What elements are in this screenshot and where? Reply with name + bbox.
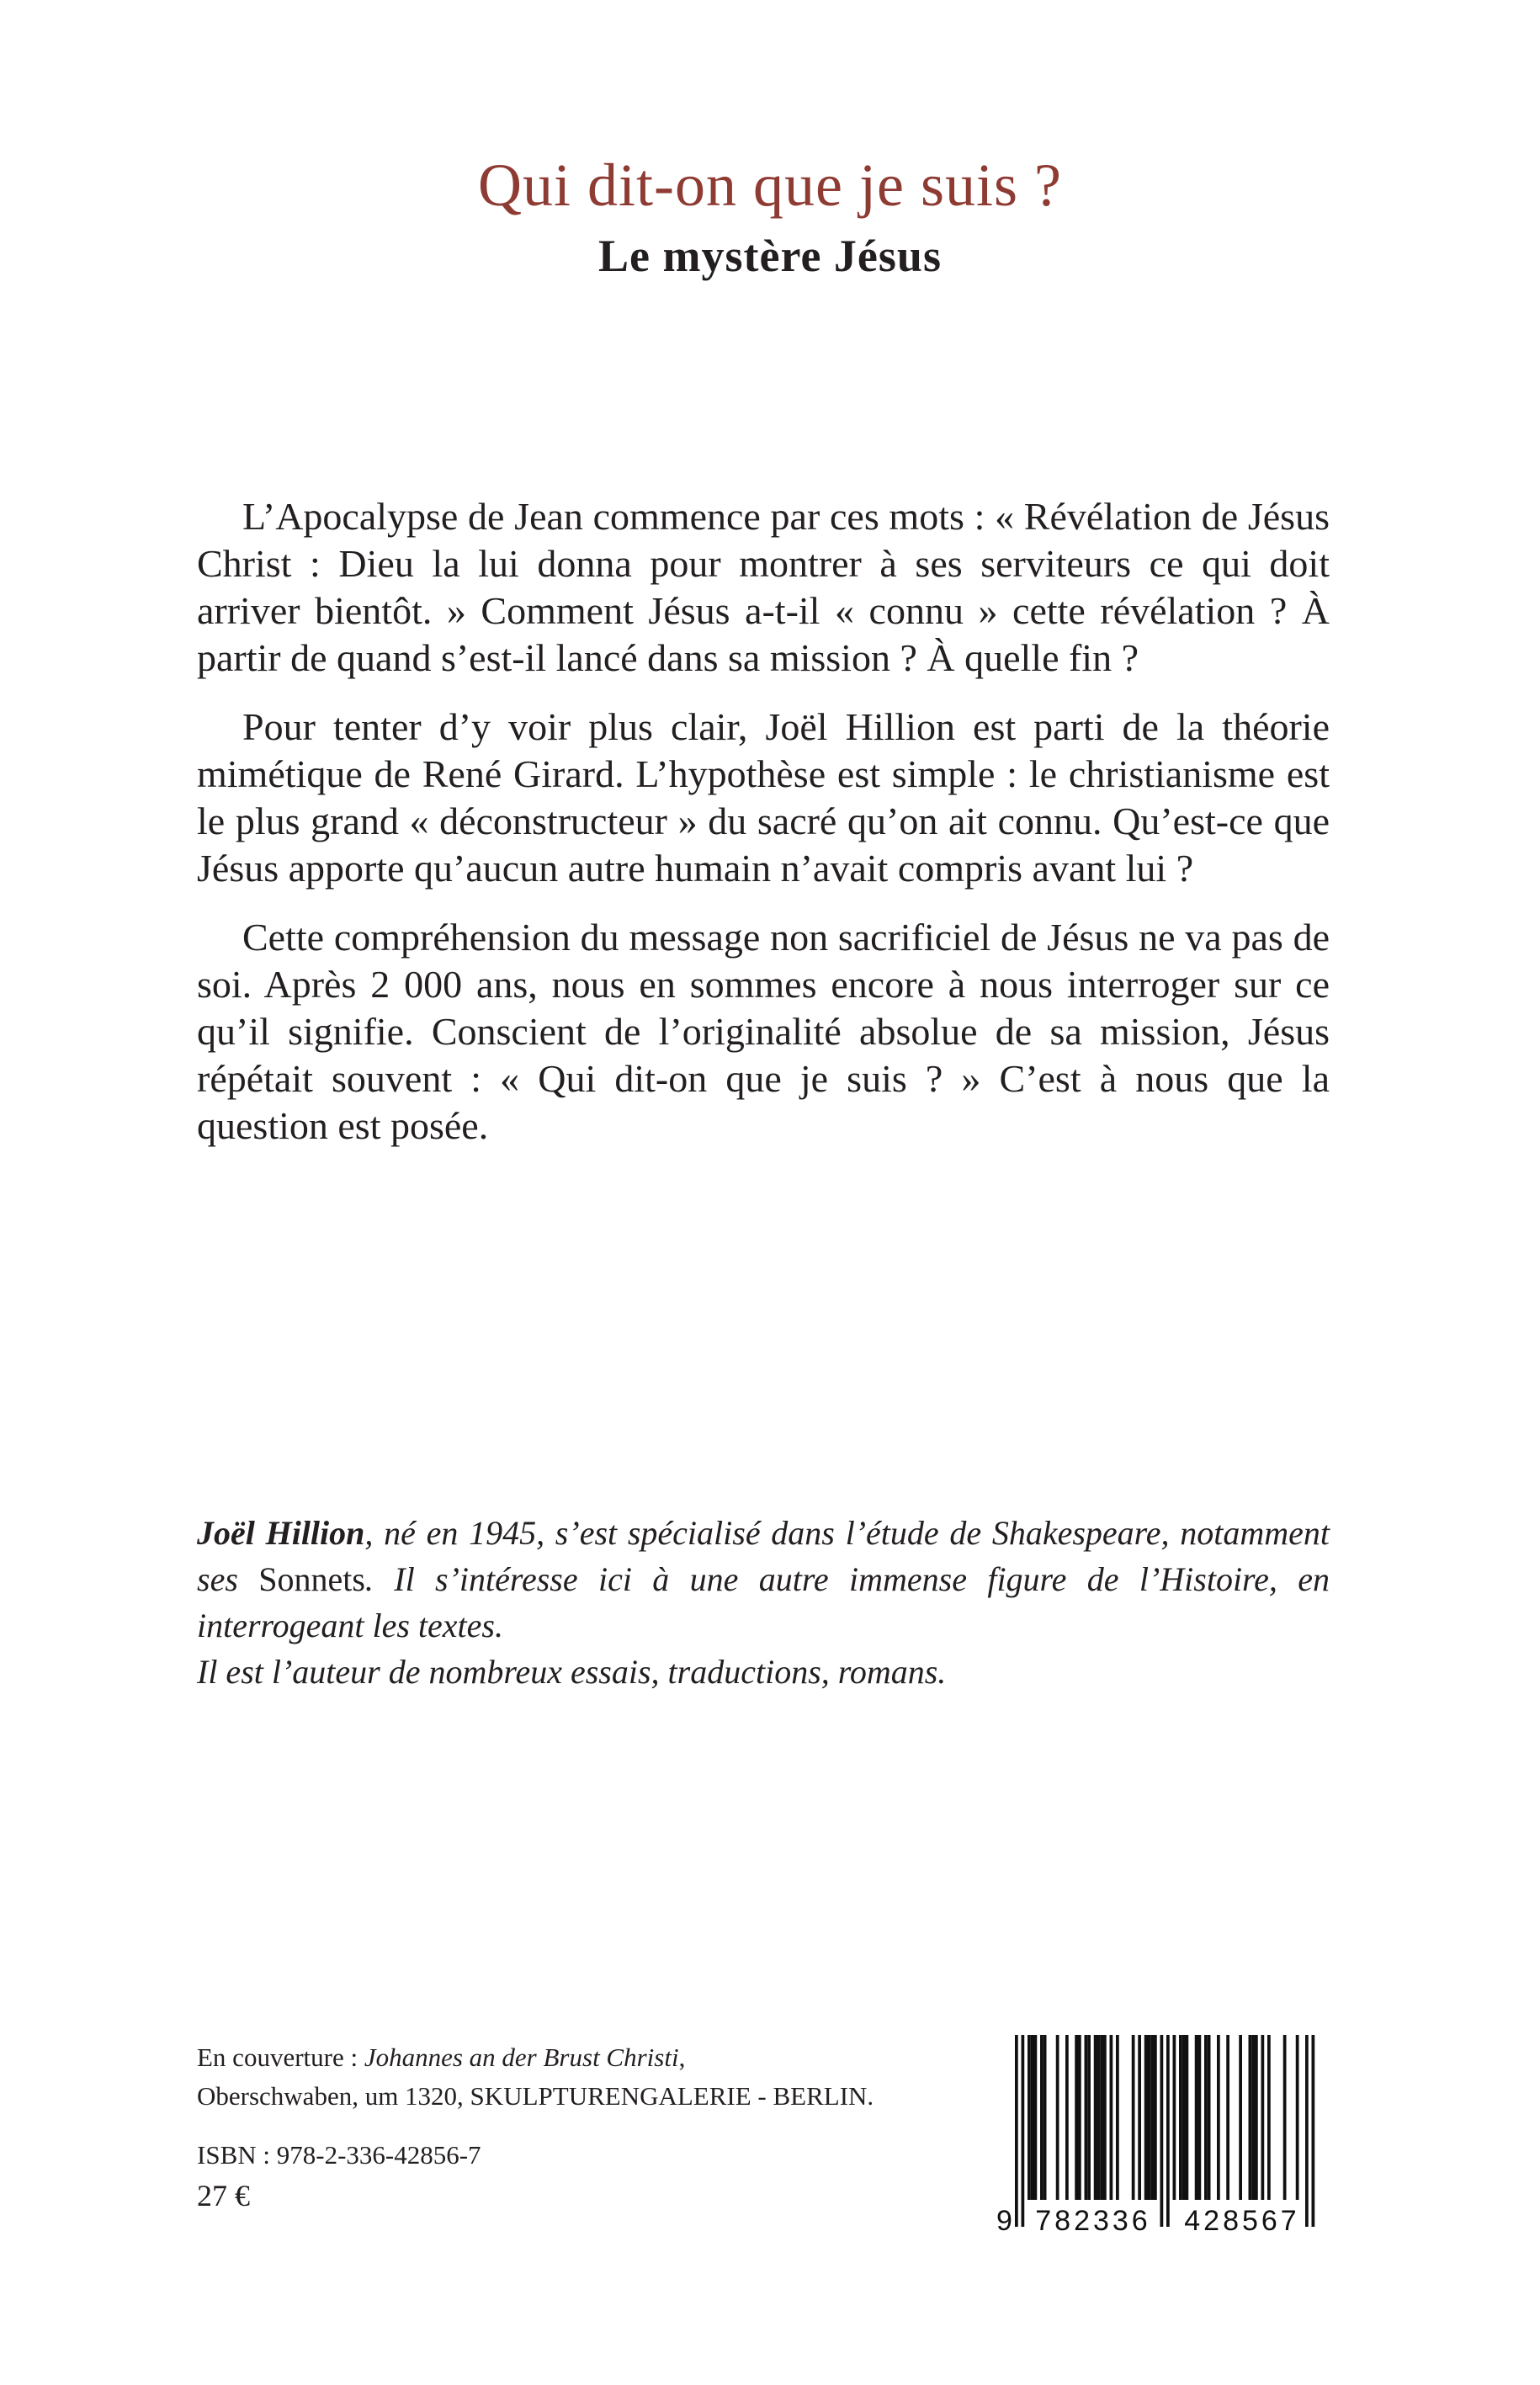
barcode-bar (1249, 2035, 1252, 2200)
bio-text-1: , né en 1945, s’est spécialisé dans l’étude de Shakespeare, notamment ses (197, 1514, 1330, 1598)
barcode-bar (1186, 2035, 1189, 2200)
barcode-bar (1267, 2035, 1271, 2200)
barcode-bar (1305, 2035, 1309, 2227)
barcode-bar (1031, 2035, 1034, 2200)
barcode-bar (1261, 2035, 1265, 2200)
barcode-bar (1312, 2035, 1315, 2227)
barcode-bar (1239, 2035, 1242, 2200)
barcode-bar (1255, 2035, 1258, 2200)
barcode-bar (1034, 2035, 1038, 2200)
barcode-bar (1040, 2035, 1043, 2200)
barcode-bars (1015, 2035, 1314, 2227)
bio-text-2: . Il s’intéresse ici à une autre immense figure de l’Histoire, en interrogeant les textes. (197, 1560, 1330, 1644)
barcode-bar (1075, 2035, 1078, 2200)
cover-credit-work: Johannes an der Brust Christi (364, 2042, 679, 2072)
barcode-bar (1100, 2035, 1103, 2200)
price: 27 € (197, 2179, 250, 2212)
barcode-bar (1065, 2035, 1069, 2200)
barcode-bar (1110, 2035, 1113, 2200)
isbn-barcode (990, 2032, 1335, 2235)
blurb-paragraph-1: L’Apocalypse de Jean commence par ces mots : « Révélation de Jésus Christ : Dieu la lui donna pour montrer à ses serviteurs ce qui doit arriver bientôt. » Comment Jésus a-t-il « connu » cette révélation ? À partir de quand s’est-il lancé dans sa mission ? À quelle fin ? (197, 495, 1330, 679)
barcode-bar (1132, 2035, 1135, 2200)
barcode-bar (1204, 2035, 1208, 2200)
barcode-bar (1078, 2035, 1081, 2200)
barcode-bar (1198, 2035, 1202, 2200)
barcode-bar (1173, 2035, 1176, 2200)
barcode-bar (1087, 2035, 1091, 2200)
barcode-bar (1195, 2035, 1198, 2200)
author-name: Joël Hillion (197, 1514, 365, 1552)
barcode-bar (1148, 2035, 1151, 2200)
barcode-bar (1085, 2035, 1088, 2200)
cover-credit (197, 2038, 954, 2116)
barcode-bar (1166, 2035, 1170, 2227)
barcode-bar (1103, 2035, 1107, 2200)
barcode-bar (1144, 2035, 1148, 2200)
barcode-bar (1056, 2035, 1059, 2200)
barcode-right-digits: 428567 (1184, 2205, 1300, 2235)
author-bio-line-2: Il est l’auteur de nombreux essais, traductions, romans. (197, 1653, 947, 1691)
cover-credit-line-1 (197, 2038, 954, 2077)
barcode-bar (1179, 2035, 1182, 2200)
barcode-bar (1043, 2035, 1047, 2200)
blurb-paragraph-3: Cette compréhension du message non sacrificiel de Jésus ne va pas de soi. Après 2 000 ans, nous en sommes encore à nous interroger sur ce qu’il signifie. Conscient de l’originalité absolue de sa mission, Jésus répétait souvent : « Qui dit-on que je suis ? » C’est à nous que la question est posée. (197, 916, 1330, 1147)
barcode-bar (1296, 2035, 1299, 2200)
barcode-bar (1154, 2035, 1157, 2200)
bio-work-title: Sonnets (258, 1560, 365, 1598)
book-title: Qui dit-on que je suis ? (478, 151, 1062, 219)
barcode-bar (1116, 2035, 1119, 2200)
barcode-bar (1208, 2035, 1211, 2200)
barcode-bar (1138, 2035, 1141, 2200)
barcode-bar (1094, 2035, 1097, 2200)
author-bio (197, 1510, 1330, 1695)
barcode-bar (1251, 2035, 1255, 2200)
isbn-number: ISBN : 978-2-336-42856-7 (197, 2140, 481, 2170)
barcode-bar (1022, 2035, 1025, 2227)
author-bio-line-1 (197, 1510, 1330, 1649)
barcode-bar (1226, 2035, 1229, 2200)
barcode-bar (1150, 2035, 1154, 2200)
cover-credit-prefix: En couverture : (197, 2042, 364, 2072)
barcode-bar (1182, 2035, 1186, 2200)
barcode-first-digit: 9 (996, 2205, 1012, 2235)
barcode-bar (1015, 2035, 1018, 2227)
barcode-bar (1028, 2035, 1031, 2200)
blurb-paragraph-2: Pour tenter d’y voir plus clair, Joël Hillion est parti de la théorie mimétique de René Girard. L’hypothèse est simple : le christianisme est le plus grand « déconstructeur » du sacré qu’on ait connu. Qu’est-ce que Jésus apporte qu’aucun autre humain n’avait compris avant lui ? (197, 705, 1330, 890)
cover-credit-line-2: Oberschwaben, um 1320, SKULPTURENGALERIE - BERLIN. (197, 2081, 874, 2111)
barcode-bar (1160, 2035, 1164, 2227)
barcode-bar (1217, 2035, 1220, 2200)
cover-credit-suffix: , (678, 2042, 686, 2072)
barcode-bar (1097, 2035, 1101, 2200)
back-cover-blurb (197, 493, 1330, 1171)
book-subtitle: Le mystère Jésus (598, 231, 942, 281)
barcode-bar (1283, 2035, 1287, 2200)
barcode-left-digits: 782336 (1035, 2205, 1151, 2235)
